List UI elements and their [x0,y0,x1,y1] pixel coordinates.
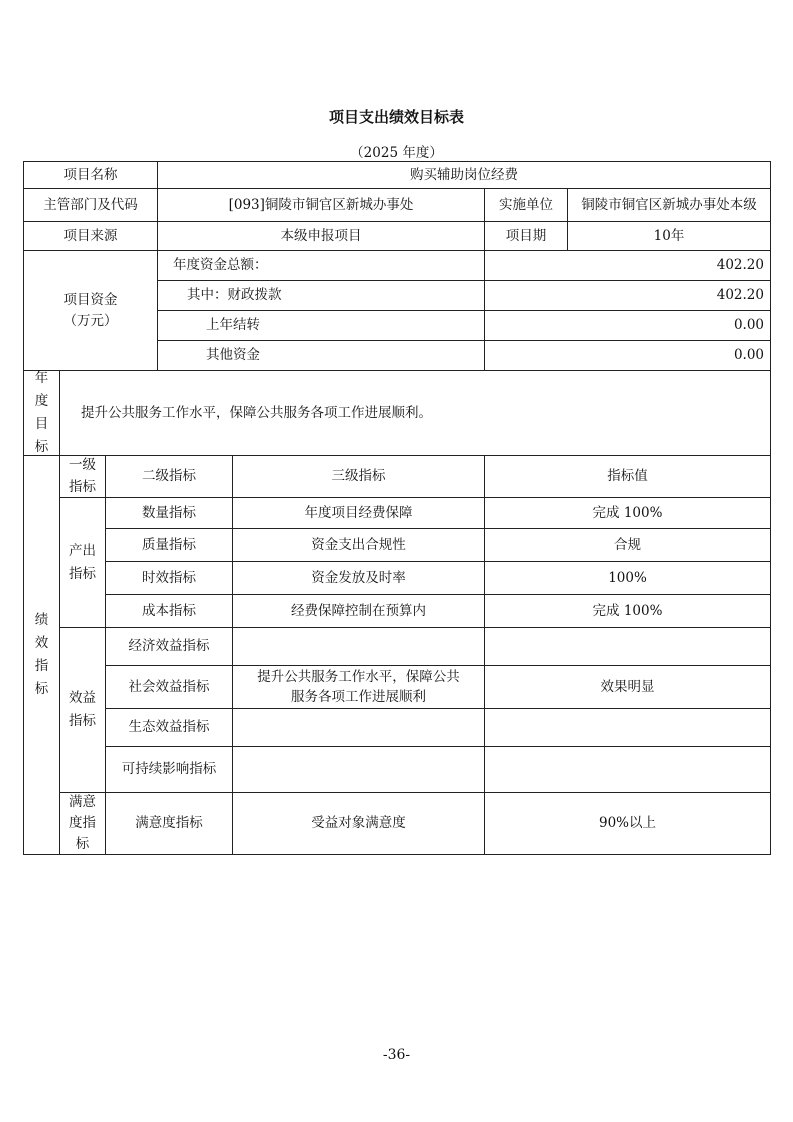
group-benefit: 效益指标 [59,627,106,793]
funds-row-value: 402.20 [484,250,771,281]
period-value: 10年 [567,221,771,251]
indicator-level3: 经费保障控制在预算内 [232,594,485,628]
funds-row-value: 0.00 [484,340,771,371]
indicator-level3: 资金发放及时率 [232,561,485,595]
funds-row-label: 上年结转 [157,310,485,341]
impl-unit-value: 铜陵市铜官区新城办事处本级 [567,188,771,222]
header-level1: 一级指标 [59,455,106,498]
funds-unit: （万元） [63,312,118,329]
department-value: [093]铜陵市铜官区新城办事处 [157,188,485,222]
period-label: 项目期 [484,221,568,251]
indicator-valevelue: 100% [484,561,771,595]
indicator-level2: 生态效益指标 [105,708,233,747]
indicator-level3: 受益对象满意度 [232,792,485,855]
group-satisfaction: 满意度指标 [59,792,106,855]
performance-table [23,161,771,855]
indicator-valevelue: 完成 100% [484,497,771,529]
funds-row-label: 其中：财政拨款 [157,280,485,311]
indicator-level2: 质量指标 [105,528,233,562]
source-label: 项目来源 [23,221,158,251]
funds-label-text: 项目资金 [63,292,118,309]
indicator-level3: 资金支出合规性 [232,528,485,562]
impl-unit-label: 实施单位 [484,188,568,222]
indicator-level2: 满意度指标 [105,792,233,855]
header-level3: 三级指标 [232,455,485,498]
indicator-level2: 成本指标 [105,594,233,628]
source-value: 本级申报项目 [157,221,485,251]
indicator-level3 [232,708,485,747]
year-label: （2025 年度） [350,145,443,161]
indicator-valevelue: 90%以上 [484,792,771,855]
funds-label [23,250,158,371]
performance-label: 绩效指标 [23,455,60,855]
page-number: -36- [382,1047,411,1063]
indicator-level2: 经济效益指标 [105,627,233,666]
indicator-level3 [232,746,485,793]
indicator-valevelue: 完成 100% [484,594,771,628]
goal-label: 年度目标 [23,370,60,456]
indicator-valevelue [484,708,771,747]
funds-row-label: 年度资金总额： [157,250,485,281]
group-output: 产出指标 [59,497,106,628]
goal-text: 提升公共服务工作水平，保障公共服务各项工作进展顺利。 [59,370,771,456]
indicator-valevelue [484,746,771,793]
project-name-label: 项目名称 [23,161,158,189]
department-label: 主管部门及代码 [23,188,158,222]
indicator-level2: 数量指标 [105,497,233,529]
page-title: 项目支出绩效目标表 [328,108,464,126]
indicator-level2: 时效指标 [105,561,233,595]
indicator-level2: 可持续影响指标 [105,746,233,793]
header-value: 指标值 [484,455,771,498]
indicator-valevelue [484,627,771,666]
indicator-valevelue: 效果明显 [484,665,771,709]
indicator-level3: 提升公共服务工作水平，保障公共服务各项工作进展顺利 [232,665,485,709]
project-name-value: 购买辅助岗位经费 [157,161,771,189]
indicator-level3: 年度项目经费保障 [232,497,485,529]
indicator-valevelue: 合规 [484,528,771,562]
funds-row-value: 0.00 [484,310,771,341]
funds-row-value: 402.20 [484,280,771,311]
indicator-level3 [232,627,485,666]
header-level2: 二级指标 [105,455,233,498]
funds-row-label: 其他资金 [157,340,485,371]
indicator-level2: 社会效益指标 [105,665,233,709]
